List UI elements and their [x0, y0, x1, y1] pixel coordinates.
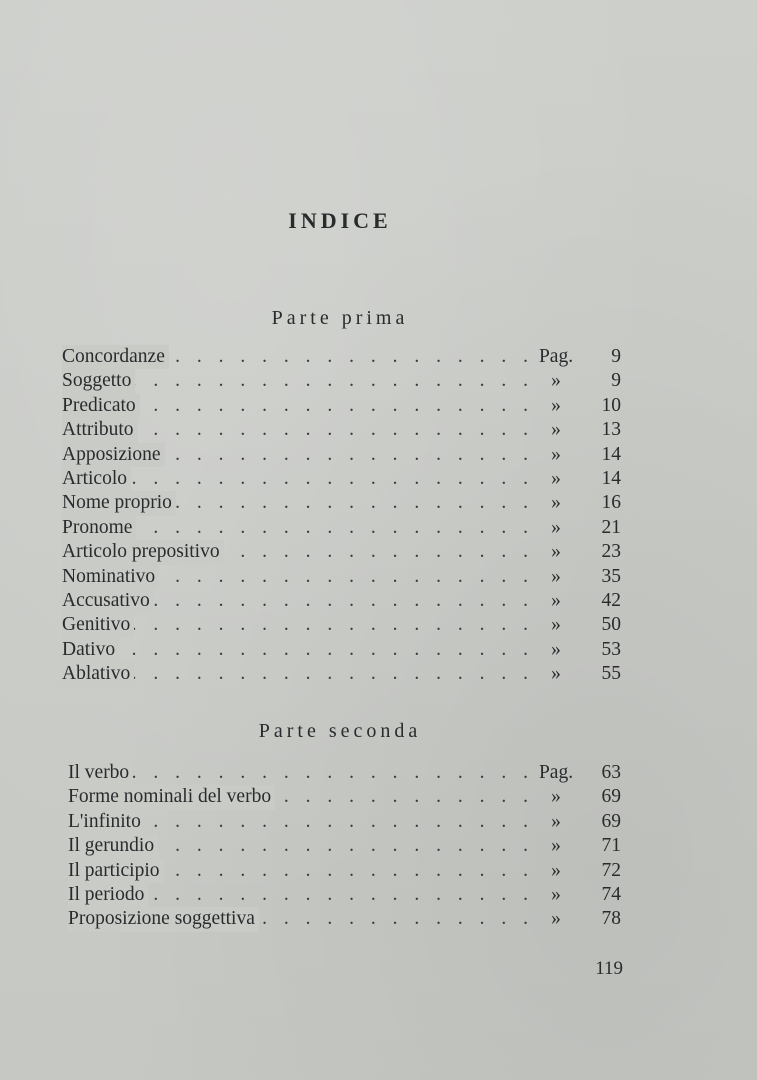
- toc-entry-title: Nome proprio: [62, 491, 176, 515]
- toc-entry-page-number: 74: [601, 883, 621, 905]
- dot-leader: [62, 467, 528, 491]
- toc-entry-title: Genitivo: [62, 613, 134, 637]
- toc-entry-title: Articolo: [62, 467, 131, 491]
- toc-entry-title: Il gerundio: [68, 834, 158, 858]
- toc-entry-page-ref: »: [551, 908, 561, 930]
- toc-entry: [62, 516, 624, 540]
- toc-entry-page-ref: Pag.: [538, 762, 574, 783]
- toc-entry-title: Predicato: [62, 394, 140, 418]
- toc-entry-title: Il periodo: [68, 883, 148, 907]
- toc-list: [62, 345, 624, 686]
- toc-entry: [68, 761, 624, 785]
- toc-entry-page-number: 14: [601, 467, 621, 489]
- toc-entry-page-ref: »: [551, 883, 561, 905]
- toc-entry-page-ref: »: [551, 859, 561, 881]
- toc-entry: [68, 834, 624, 858]
- toc-entry-page-ref: »: [551, 467, 561, 489]
- toc-entry-title: Il verbo: [68, 761, 133, 785]
- toc-entry-title: Accusativo: [62, 589, 154, 613]
- toc-entry-title: Dativo: [62, 638, 119, 662]
- toc-entry-page-ref: »: [551, 370, 561, 392]
- toc-entry-title: L'infinito: [68, 810, 145, 834]
- toc-entry-page-ref: »: [551, 492, 561, 514]
- toc-entry: [62, 613, 624, 637]
- toc-entry-page-number: 9: [611, 346, 621, 367]
- toc-entry: [68, 810, 624, 834]
- toc-entry-title: Attributo: [62, 418, 138, 442]
- toc-entry-page-ref: »: [551, 614, 561, 636]
- toc-entry-title: Apposizione: [62, 443, 165, 467]
- toc-entry-page-number: 14: [601, 443, 621, 465]
- toc-entry: [62, 540, 624, 564]
- toc-entry-page-number: 10: [601, 394, 621, 416]
- toc-entry-page-number: 71: [601, 835, 621, 857]
- toc-entry-page-number: 69: [601, 786, 621, 808]
- toc-entry-title: Articolo prepositivo: [62, 540, 224, 564]
- toc-entry-page-ref: »: [551, 419, 561, 441]
- toc-entry-page-number: 21: [601, 516, 621, 538]
- toc-entry-page-ref: »: [551, 589, 561, 611]
- toc-entry-page-ref: »: [551, 835, 561, 857]
- toc-entry-page-ref: »: [551, 541, 561, 563]
- toc-entry-page-number: 63: [601, 762, 621, 783]
- toc-entry-title: Forme nominali del verbo: [68, 785, 275, 809]
- toc-list: [68, 761, 624, 932]
- toc-entry: [68, 859, 624, 883]
- toc-entry-page-number: 72: [601, 859, 621, 881]
- toc-entry-page-number: 55: [601, 663, 621, 685]
- toc-entry-page-number: 53: [601, 638, 621, 660]
- toc-entry-page-number: 78: [601, 908, 621, 930]
- toc-entry-page-ref: »: [551, 638, 561, 660]
- part-heading: Parte prima: [271, 307, 409, 329]
- toc-entry-page-number: 35: [601, 565, 621, 587]
- page-title: INDICE: [288, 208, 392, 233]
- toc-entry: [62, 662, 624, 686]
- toc-entry-title: Soggetto: [62, 369, 135, 393]
- toc-entry-page-ref: »: [551, 443, 561, 465]
- toc-entry-title: Nominativo: [62, 565, 159, 589]
- toc-entry-page-ref: »: [551, 565, 561, 587]
- toc-entry-page-number: 42: [601, 589, 621, 611]
- toc-entry-page-number: 13: [601, 419, 621, 441]
- toc-entry: [62, 589, 624, 613]
- toc-entry-page-number: 50: [601, 614, 621, 636]
- toc-entry-title: Concordanze: [62, 345, 169, 369]
- toc-entry: [62, 491, 624, 515]
- toc-entry-title: Pronome: [62, 516, 136, 540]
- toc-entry: [62, 394, 624, 418]
- toc-entry: [62, 369, 624, 393]
- toc-entry: [62, 418, 624, 442]
- dot-leader: [62, 638, 528, 662]
- toc-entry-page-ref: »: [551, 663, 561, 685]
- toc-entry: [62, 345, 624, 369]
- toc-entry-title: Il participio: [68, 859, 164, 883]
- dot-leader: [68, 761, 528, 785]
- part-heading: Parte seconda: [258, 720, 422, 742]
- toc-entry-page-ref: »: [551, 810, 561, 832]
- toc-entry-page-number: 69: [601, 810, 621, 832]
- toc-entry-page-ref: Pag.: [538, 346, 574, 367]
- toc-entry-page-ref: »: [551, 394, 561, 416]
- toc-entry: [62, 638, 624, 662]
- toc-entry: [68, 883, 624, 907]
- toc-entry-page-ref: »: [551, 786, 561, 808]
- toc-entry: [68, 785, 624, 809]
- toc-entry: [62, 467, 624, 491]
- toc-entry-title: Proposizione soggettiva: [68, 907, 259, 931]
- page-number: 119: [595, 958, 623, 979]
- toc-entry-page-number: 23: [601, 541, 621, 563]
- toc-entry-page-number: 9: [611, 370, 621, 392]
- toc-entry-title: Ablativo: [62, 662, 134, 686]
- toc-entry-page-ref: »: [551, 516, 561, 538]
- toc-entry: [62, 443, 624, 467]
- toc-entry-page-number: 16: [601, 492, 621, 514]
- toc-entry: [62, 565, 624, 589]
- toc-entry: [68, 907, 624, 931]
